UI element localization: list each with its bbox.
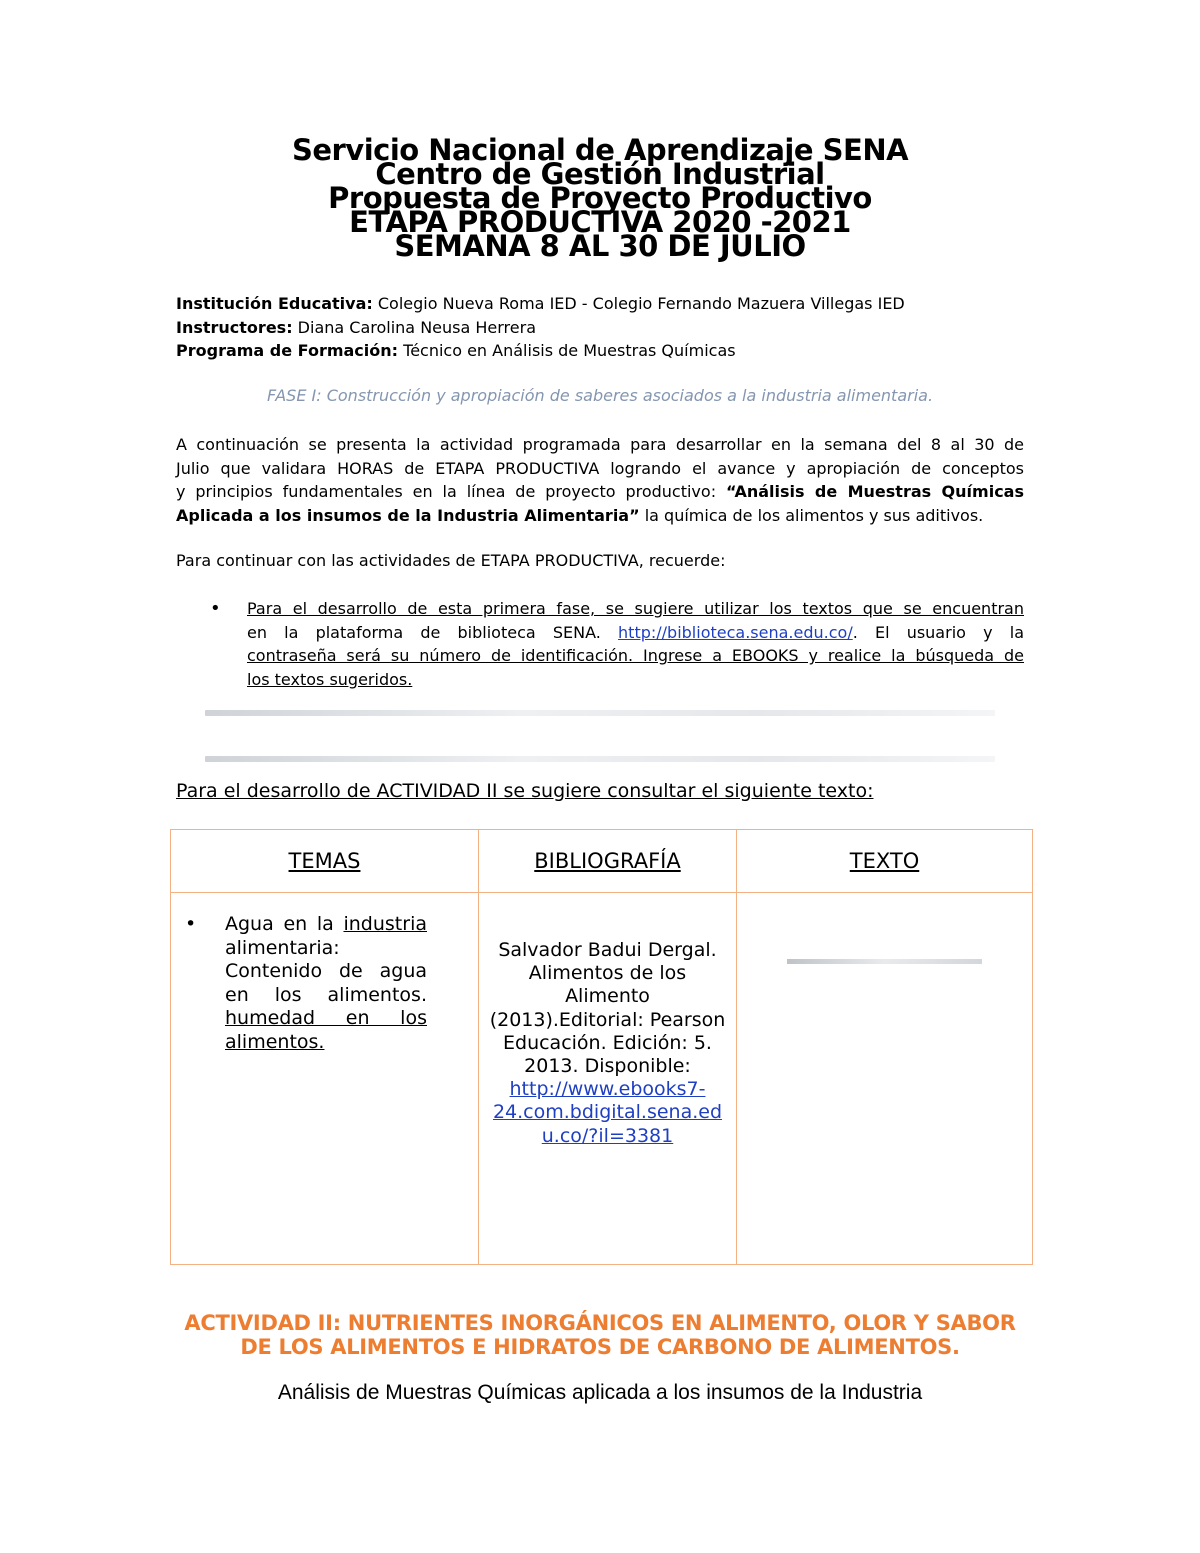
ebooks-link[interactable]	[487, 1078, 728, 1148]
temas-line-3: Contenido de agua	[225, 960, 427, 983]
fase-heading: FASE I: Construcción y apropiación de saberes asociados a la industria alimentaria.	[266, 386, 934, 405]
programa-row	[176, 339, 1036, 363]
bullet-text	[247, 597, 1024, 691]
institucion-label: Institución Educativa:	[176, 294, 373, 313]
temas-line-6: alimentos.	[225, 1030, 325, 1053]
programa-label: Programa de Formación:	[176, 341, 399, 360]
faded-image-strip-2	[205, 756, 995, 762]
recuerde-text: Para continuar con las actividades de ETAPA PRODUCTIVA, recuerde:	[176, 551, 726, 570]
actividad-heading: Para el desarrollo de ACTIVIDAD II se sugiere consultar el siguiente texto:	[176, 780, 874, 802]
intro-project-title-cont: Aplicada a los insumos de la Industria Alimentaria”	[176, 505, 640, 525]
instructores-label: Instructores:	[176, 317, 293, 337]
temas-bullet: •	[185, 913, 197, 935]
temas-cell	[171, 893, 479, 1265]
intro-line-3	[176, 480, 1024, 504]
info-block	[176, 292, 1036, 363]
temas-line-1-text: Agua en la	[225, 913, 344, 935]
header-bibliografia: BIBLIOGRAFÍA	[479, 830, 737, 893]
temas-line-1-underlined: industria	[343, 913, 427, 935]
bullet-dot: •	[210, 598, 221, 619]
biblioteca-link[interactable]: http://biblioteca.sena.edu.co/	[618, 622, 853, 642]
intro-line-2: Julio que validara HORAS de ETAPA PRODUCTIVA logrando el avance y apropiación de conceptos	[176, 458, 1024, 478]
ebooks-link-line-1: http://www.ebooks7-	[509, 1078, 706, 1101]
biblio-line-6: 2013. Disponible:	[524, 1055, 691, 1078]
bullet-line-4: los textos sugeridos.	[247, 669, 413, 689]
instructores-row	[176, 316, 1036, 340]
biblio-line-4: (2013).Editorial: Pearson	[489, 1008, 726, 1031]
institucion-value: Colegio Nueva Roma IED - Colegio Fernando Mazuera Villegas IED	[372, 294, 905, 313]
intro-line-4	[176, 504, 1024, 528]
intro-line-3-text: y principios fundamentales en la línea de proyecto productivo:	[176, 482, 726, 502]
title-line-5: SEMANA 8 AL 30 DE JULIO	[394, 229, 806, 263]
biblio-line-1: Salvador Badui Dergal.	[498, 939, 717, 961]
biblio-line-2: Alimentos de los	[528, 962, 687, 985]
ebooks-link-line-2: 24.com.bdigital.sena.ed	[492, 1101, 723, 1124]
programa-value: Técnico en Análisis de Muestras Químicas	[398, 341, 736, 360]
references-table	[170, 829, 1033, 1265]
bullet-line-2-text: en la plataforma de biblioteca SENA.	[247, 622, 601, 642]
analisis-subtitle: Análisis de Muestras Químicas aplicada a los insumos de la Industria	[277, 1381, 923, 1404]
bullet-line-1: Para el desarrollo de esta primera fase, se sugiere utilizar los textos que se encuentran	[247, 599, 1024, 618]
temas-list-item	[185, 913, 427, 1055]
actividad2-heading	[0, 1311, 1200, 1359]
bibliografia-cell	[479, 893, 737, 1265]
biblio-line-3: Alimento	[565, 985, 650, 1008]
actividad2-line-1: ACTIVIDAD II: NUTRIENTES INORGÁNICOS EN ALIMENTO, OLOR Y SABOR	[184, 1311, 1016, 1335]
temas-line-1	[225, 913, 427, 937]
intro-line-4-text: la química de los alimentos y sus aditivos.	[639, 505, 984, 525]
actividad2-line-2: DE LOS ALIMENTOS E HIDRATOS DE CARBONO DE ALIMENTOS.	[240, 1335, 960, 1359]
header-texto: TEXTO	[737, 830, 1033, 893]
bullet-line-2	[247, 621, 1024, 645]
document-title	[0, 133, 1200, 263]
temas-line-5: humedad en los	[225, 1007, 427, 1030]
institucion-row	[176, 292, 1036, 316]
faded-image-strip-1	[205, 710, 995, 716]
intro-project-title: “Análisis de Muestras Químicas	[726, 482, 1024, 502]
faded-book-image	[787, 959, 982, 964]
temas-line-4: en los alimentos.	[225, 983, 427, 1006]
intro-paragraph	[176, 433, 1024, 527]
table-header-row	[171, 830, 1033, 893]
title-line-3: Propuesta de Proyecto Productivo	[328, 181, 872, 215]
biblio-line-5: Educación. Edición: 5.	[503, 1031, 712, 1054]
intro-line-1: A continuación se presenta la actividad programada para desarrollar en la semana del 8 al 30 de	[176, 435, 1024, 454]
temas-line-2: alimentaria:	[225, 936, 340, 959]
title-line-1: Servicio Nacional de Aprendizaje SENA	[291, 133, 909, 167]
instructores-value: Diana Carolina Neusa Herrera	[292, 317, 536, 337]
bullet-line-2-rest: . El usuario y la	[852, 622, 1024, 642]
ebooks-link-line-3: u.co/?il=3381	[541, 1124, 674, 1147]
bullet-line-3: contraseña será su número de identificación. Ingrese a EBOOKS y realice la búsqueda de	[247, 646, 1024, 666]
table-row	[171, 893, 1033, 1265]
header-temas: TEMAS	[171, 830, 479, 893]
title-line-2: Centro de Gestión Industrial	[375, 157, 825, 191]
texto-cell	[737, 893, 1033, 1265]
title-line-4: ETAPA PRODUCTIVA 2020 -2021	[349, 205, 851, 239]
